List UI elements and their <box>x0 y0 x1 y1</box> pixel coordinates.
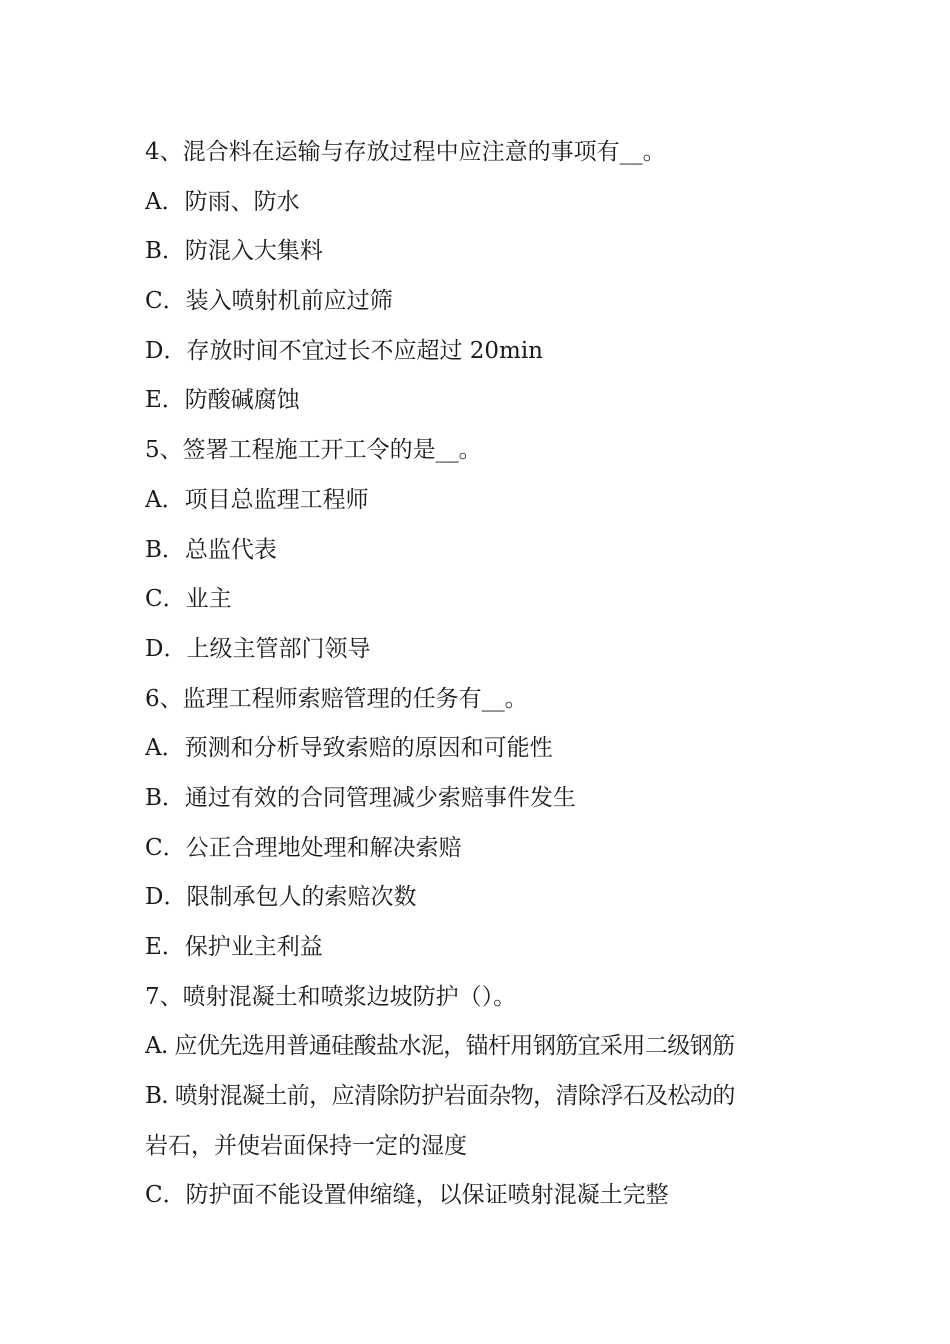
question-7-option-b-line-2: 岩石，并使岩面保持一定的湿度 <box>145 1132 467 1159</box>
question-5-option-b: B．总监代表 <box>145 536 277 563</box>
question-4-option-c: C．装入喷射机前应过筛 <box>145 288 393 315</box>
question-5-option-a: A．项目总监理工程师 <box>145 486 369 513</box>
question-5-option-d: D．上级主管部门领导 <box>145 635 371 662</box>
question-7-option-b-line-1: B. 喷射混凝土前，应清除防护岩面杂物，清除浮石及松动的 <box>145 1083 735 1110</box>
question-5-option-c: C．业主 <box>145 586 232 613</box>
question-4-option-d: D．存放时间不宜过长不应超过 20min <box>145 337 543 364</box>
question-6-stem: 6、监理工程师索赔管理的任务有__。 <box>145 685 528 712</box>
question-text-block <box>145 128 810 1221</box>
question-4-option-b: B．防混入大集料 <box>145 238 323 265</box>
question-6-option-a: A．预测和分析导致索赔的原因和可能性 <box>145 735 553 762</box>
question-5-stem: 5、签署工程施工开工令的是__。 <box>145 437 482 464</box>
question-7-stem: 7、喷射混凝土和喷浆边坡防护（）。 <box>145 983 517 1010</box>
question-4-stem: 4、混合料在运输与存放过程中应注意的事项有__。 <box>145 139 666 165</box>
question-6-option-e: E．保护业主利益 <box>145 934 323 960</box>
question-4-option-e: E．防酸碱腐蚀 <box>145 387 300 414</box>
question-4-option-a: A．防雨、防水 <box>145 188 300 215</box>
question-7-option-a: A. 应优先选用普通硅酸盐水泥，锚杆用钢筋宜采用二级钢筋 <box>145 1033 735 1060</box>
question-7-option-c: C．防护面不能设置伸缩缝，以保证喷射混凝土完整 <box>145 1182 669 1209</box>
question-6-option-c: C．公正合理地处理和解决索赔 <box>145 834 462 861</box>
question-6-option-b: B．通过有效的合同管理减少索赔事件发生 <box>145 784 576 811</box>
question-6-option-d: D．限制承包人的索赔次数 <box>145 884 417 911</box>
